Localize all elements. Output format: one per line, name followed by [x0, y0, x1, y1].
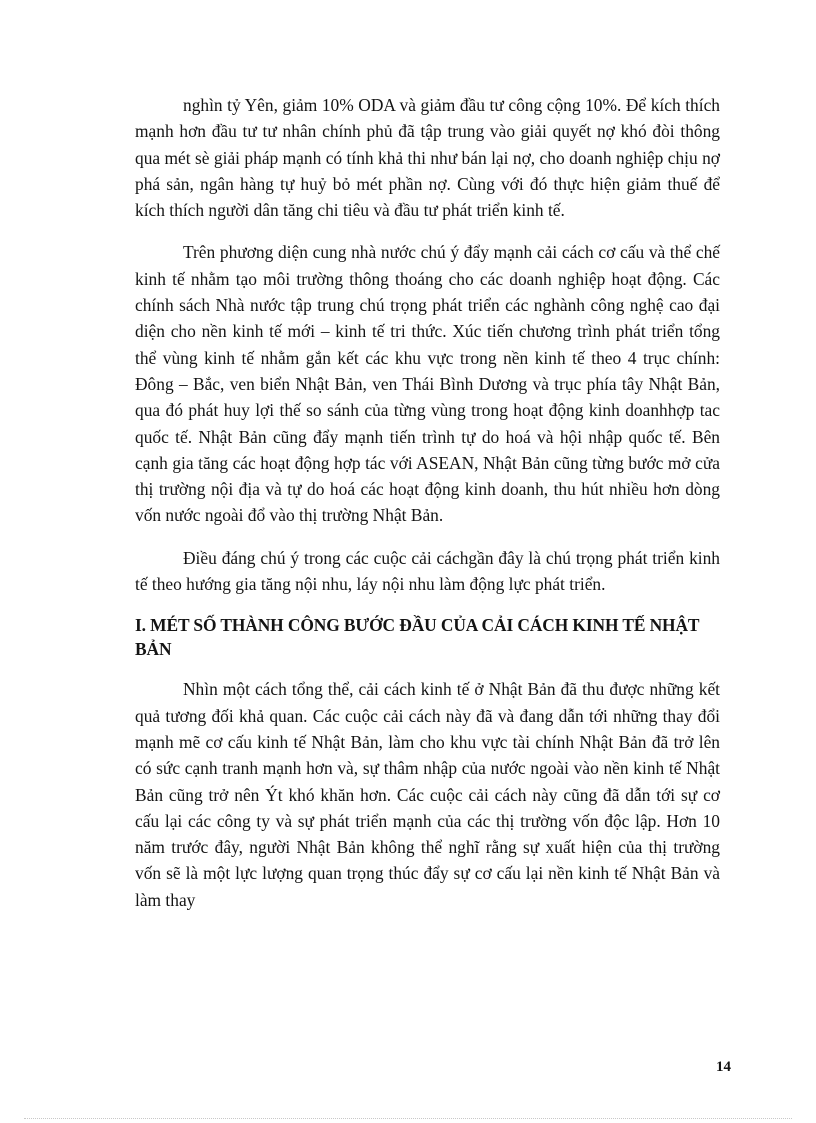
page-body: [135, 92, 720, 913]
page-number: 14: [716, 1059, 731, 1075]
paragraph-supply-side-reform: Trên phương diện cung nhà nước chú ý đẩy mạnh cải cách cơ cấu và thể chế kinh tế nhằm tạo môi trường thông thoáng cho các doanh nghiệp hoạt động. Các chính sách Nhà nước tập trung chú trọng phát triển các nghành công nghệ cao đại diện cho nền kinh tế mới – kinh tế tri thức. Xúc tiến chương trình phát triển tổng thể vùng kinh tế nhằm gắn kết các khu vực trong nền kinh tế theo 4 trục chính: Đông – Bắc, ven biển Nhật Bản, ven Thái Bình Dương và trục phía tây Nhật Bản, qua đó phát huy lợi thế so sánh của từng vùng trong hoạt động kinh doanhhợp tac quốc tế. Nhật Bản cũng đẩy mạnh tiến trình tự do hoá và hội nhập quốc tế. Bên cạnh gia tăng các hoạt động hợp tác với ASEAN, Nhật Bản cũng từng bước mở cửa thị trường nội địa và tự do hoá các hoạt động kinh doanh, thu hút nhiều hơn dòng vốn nước ngoài đổ vào thị trường Nhật Bản.: [135, 242, 720, 526]
page-bottom-divider: [24, 1118, 792, 1119]
paragraph-odd-debt-tax: nghìn tỷ Yên, giảm 10% ODA và giảm đầu tư công cộng 10%. Để kích thích mạnh hơn đầu tư tư nhân chính phủ đã tập trung vào giải quyết nợ khó đòi thông qua mét sè giải pháp mạnh có tính khả thi như bán lại nợ, cho doanh nghiệp chịu nợ phá sản, ngân hàng tự huỷ bỏ mét phần nợ. Cùng với đó thực hiện giảm thuế để kích thích người dân tăng chi tiêu và đầu tư phát triển kinh tế.: [135, 95, 720, 221]
section-heading: I. MÉT SỐ THÀNH CÔNG BƯỚC ĐẦU CỦA CẢI CÁCH KINH TẾ NHẬT BẢN: [135, 615, 700, 660]
paragraph-overall-results: Nhìn một cách tổng thể, cải cách kinh tế ở Nhật Bản đã thu được những kết quả tương đối khả quan. Các cuộc cải cách này đã và đang dẫn tới những thay đổi mạnh mẽ cơ cấu kinh tế Nhật Bản, làm cho khu vực tài chính Nhật Bản đã trở lên có sức cạnh tranh mạnh hơn và, sự thâm nhập của nước ngoài vào nền kinh tế Nhật Bản cũng trở nên Ýt khó khăn hơn. Các cuộc cải cách này cũng đã dẫn tới sự cơ cấu lại các công ty và sự phát triển mạnh của các thị trường vốn độc lập. Hơn 10 năm trước đây, người Nhật Bản không thể nghĩ rằng sự xuất hiện của thị trường vốn sẽ là một lực lượng quan trọng thúc đẩy sự cơ cấu lại nền kinh tế Nhật Bản và làm thay: [135, 679, 720, 910]
paragraph-domestic-demand: Điều đáng chú ý trong các cuộc cải cáchgần đây là chú trọng phát triển kinh tế theo hướng gia tăng nội nhu, láy nội nhu làm động lực phát triển.: [135, 547, 720, 595]
